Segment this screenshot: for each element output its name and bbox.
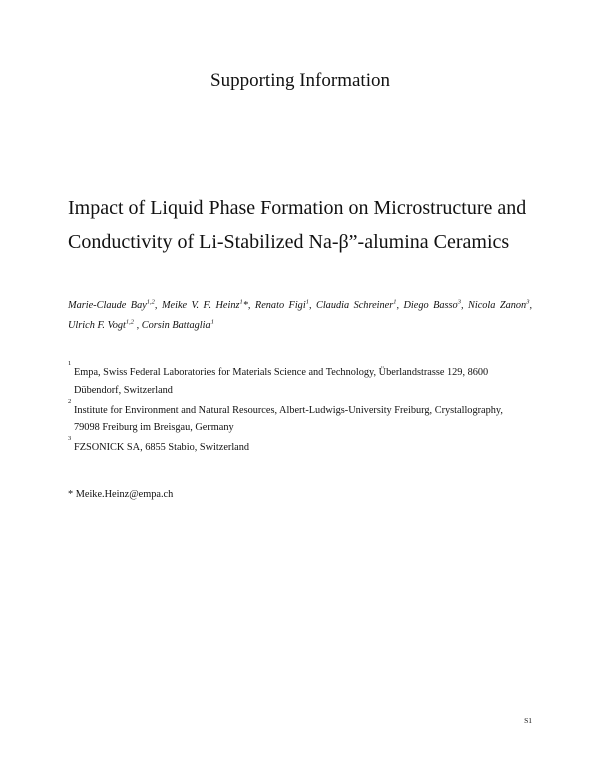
corresponding-author-email: * Meike.Heinz@empa.ch [68, 489, 174, 500]
affiliation-text-line-1: Empa, Swiss Federal Laboratories for Materials Science and Technology, Überlandstrasse 129, 8600 [74, 367, 489, 378]
author: Meike V. F. Heinz$^1$*, [161, 298, 255, 311]
author-list [68, 296, 532, 336]
affiliation-number: 3 [68, 435, 72, 442]
affiliation-text-line-2: Dübendorf, Switzerland [74, 384, 173, 396]
supporting-information-heading: Supporting Information [210, 70, 390, 91]
affiliation-text-line-1: FZSONICK SA, 6855 Stabio, Switzerland [74, 442, 250, 453]
author: Claudia Schreiner$^1$, [315, 298, 404, 311]
author: Renato Figi$^1$, [254, 298, 316, 311]
affiliation-item [68, 435, 532, 457]
affiliation-text-line-2: 79098 Freiburg im Breisgau, Germany [74, 422, 234, 433]
author: Nicola Zanon$^3$, [467, 298, 533, 311]
paper-title-line-2: Conductivity of Li-Stabilized Na-β”-alumina Ceramics [68, 231, 510, 253]
affiliation-number: 1 [68, 360, 72, 367]
affiliation-text-line-1: Institute for Environment and Natural Resources, Albert-Ludwigs-University Freiburg, Crystallography, [74, 404, 503, 416]
affiliation-item [68, 397, 532, 437]
affiliation-item [68, 360, 532, 399]
author: Marie-Claude Bay$^{1,2}$, [68, 298, 162, 311]
paper-title [68, 191, 548, 259]
author: Diego Basso$^3$, [403, 298, 468, 311]
affiliation-list [68, 360, 532, 459]
author: Corsin Battaglia$^1$ [141, 318, 214, 331]
page-number: S1 [524, 716, 532, 725]
affiliation-number: 2 [68, 397, 72, 405]
paper-title-line-1: Impact of Liquid Phase Formation on Microstructure and [68, 197, 527, 219]
author: Ulrich F. Vogt$^{1,2}$ , [68, 318, 140, 331]
